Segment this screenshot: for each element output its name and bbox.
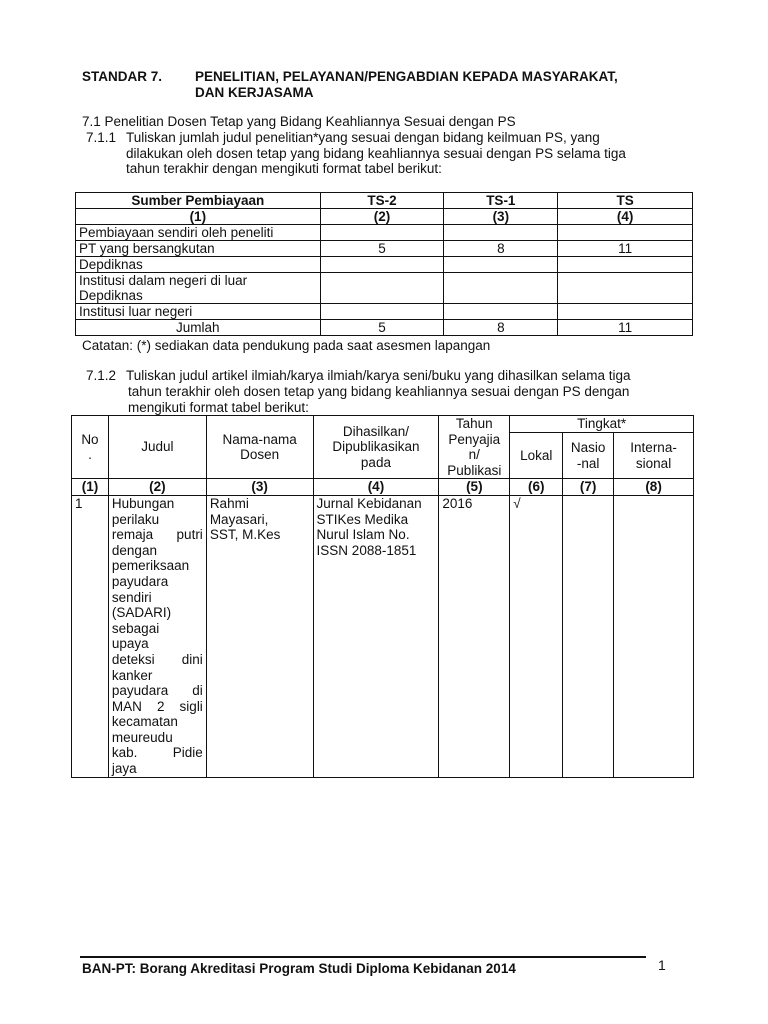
- row-tahun: 2016: [439, 495, 510, 777]
- col-number: (1): [76, 209, 321, 225]
- header-tahun-line3: n/: [468, 447, 480, 463]
- judul-line: sendiri: [111, 589, 152, 605]
- table-row: [72, 495, 694, 777]
- col-number: (2): [320, 209, 444, 225]
- judul-line: perilaku: [111, 511, 160, 527]
- header-inter-line2: sional: [635, 455, 672, 471]
- dosen-line: SST, M.Kes: [209, 527, 281, 543]
- funding-source-line1: Institusi dalam negeri di luar: [79, 273, 248, 288]
- pub-line: Jurnal Kebidanan: [316, 495, 422, 511]
- header-judul: Judul: [108, 416, 206, 479]
- value-ts-2: [320, 257, 444, 273]
- header-no-line1: No: [81, 431, 99, 447]
- funding-source: Institusi luar negeri: [76, 304, 321, 320]
- dosen-line: Rahmi: [209, 495, 249, 511]
- total-ts-2: 5: [320, 320, 444, 336]
- header-internasional: [614, 433, 694, 479]
- header-nama-dosen: [206, 416, 313, 479]
- total-row: [76, 320, 693, 336]
- col-number: (6): [510, 479, 563, 496]
- col-number: (5): [439, 479, 510, 496]
- judul-line: remaja putri: [111, 527, 203, 543]
- value-ts-1: 8: [444, 241, 558, 257]
- header-tahun-line1: Tahun: [455, 416, 493, 431]
- judul-line: jaya: [111, 761, 137, 777]
- row-nasional: [563, 495, 614, 777]
- header-ts: TS: [558, 193, 693, 209]
- funding-source-line2: Depdiknas: [79, 288, 143, 303]
- standard-title-line2: DAN KERJASAMA: [195, 85, 314, 100]
- row-internasional: [614, 495, 694, 777]
- value-ts: [558, 304, 693, 320]
- row-no: 1: [72, 495, 109, 777]
- page-number: 1: [658, 957, 666, 973]
- header-tingkat: Tingkat*: [510, 416, 694, 433]
- header-no: [72, 416, 109, 479]
- header-nasional: [563, 433, 614, 479]
- judul-line: Hubungan: [111, 495, 175, 511]
- value-ts-2: [320, 273, 444, 304]
- header-nasio-line1: Nasio: [570, 440, 606, 456]
- footer-divider: [80, 956, 646, 958]
- col-number: (3): [444, 209, 558, 225]
- value-ts-2: 5: [320, 241, 444, 257]
- header-tahun-line2: Penyajia: [448, 431, 501, 447]
- pub-line: ISSN 2088-1851: [316, 542, 417, 558]
- row-lokal: √: [510, 495, 563, 777]
- value-ts: [558, 225, 693, 241]
- header-pub-line1: Dihasilkan/: [342, 423, 409, 439]
- value-ts-1: [444, 225, 558, 241]
- total-ts-1: 8: [444, 320, 558, 336]
- publications-table: [71, 415, 694, 778]
- header-tahun: [439, 416, 510, 479]
- value-ts: [558, 273, 693, 304]
- dosen-line: Mayasari,: [209, 511, 269, 527]
- funding-source: [76, 273, 321, 304]
- row-judul: [108, 495, 206, 777]
- value-ts-2: [320, 225, 444, 241]
- judul-line: payudara: [111, 573, 169, 589]
- total-ts: 11: [558, 320, 693, 336]
- header-dosen-line2: Dosen: [240, 447, 280, 463]
- table-note: Catatan: (*) sediakan data pendukung pada saat asesmen lapangan: [82, 338, 491, 353]
- table-row: [76, 257, 693, 273]
- col-number: (7): [563, 479, 614, 496]
- header-ts-2: TS-2: [320, 193, 444, 209]
- table-header-row: [76, 193, 693, 209]
- judul-line: (SADARI): [111, 605, 172, 621]
- judul-line: meureudu: [111, 729, 173, 745]
- section-7-1-2-line2: tahun terakhir oleh dosen tetap yang bidang keahliannya sesuai dengan PS dengan: [128, 384, 630, 399]
- judul-line: upaya: [111, 636, 149, 652]
- header-ts-1: TS-1: [444, 193, 558, 209]
- col-number: (1): [72, 479, 109, 496]
- judul-line: pemeriksaan: [111, 558, 190, 574]
- section-7-1-1-number: 7.1.1: [86, 130, 117, 145]
- table-header-row: [72, 416, 694, 433]
- table-row: [76, 241, 693, 257]
- funding-source: PT yang bersangkutan: [76, 241, 321, 257]
- judul-line: MAN 2 sigli: [111, 698, 203, 714]
- judul-line: sebagai: [111, 620, 160, 636]
- col-number: (2): [108, 479, 206, 496]
- standard-title-line1: PENELITIAN, PELAYANAN/PENGABDIAN KEPADA MASYARAKAT,: [195, 69, 618, 84]
- research-funding-table: [75, 192, 693, 336]
- section-7-1-2-number: 7.1.2: [86, 368, 117, 383]
- header-dipublikasikan: [313, 416, 439, 479]
- column-number-row: [76, 209, 693, 225]
- header-pub-line3: pada: [360, 454, 391, 470]
- col-number: (3): [206, 479, 313, 496]
- section-7-1-1-line2: dilakukan oleh dosen tetap yang bidang keahliannya sesuai dengan PS selama tiga: [126, 146, 626, 161]
- header-no-line2: .: [88, 447, 92, 463]
- row-publikasi: [313, 495, 439, 777]
- value-ts-1: [444, 304, 558, 320]
- pub-line: STIKes Medika: [316, 511, 409, 527]
- value-ts-2: [320, 304, 444, 320]
- col-number: (4): [313, 479, 439, 496]
- header-sumber-pembiayaan: Sumber Pembiayaan: [76, 193, 321, 209]
- judul-line: kanker: [111, 667, 153, 683]
- funding-source: Depdiknas: [76, 257, 321, 273]
- total-label: Jumlah: [76, 320, 321, 336]
- value-ts-1: [444, 257, 558, 273]
- judul-line: deteksi dini: [111, 651, 203, 667]
- table-row: [76, 273, 693, 304]
- judul-line: payudara di: [111, 683, 203, 699]
- table-row: [76, 225, 693, 241]
- funding-source: Pembiayaan sendiri oleh peneliti: [76, 225, 321, 241]
- row-dosen: [206, 495, 313, 777]
- judul-line: dengan: [111, 542, 157, 558]
- pub-line: Nurul Islam No.: [316, 527, 410, 543]
- judul-line: kab. Pidie: [111, 745, 203, 761]
- col-number: (8): [614, 479, 694, 496]
- header-nasio-line2: -nal: [576, 455, 600, 471]
- judul-line: kecamatan: [111, 714, 178, 730]
- column-number-row: [72, 479, 694, 496]
- standard-label: STANDAR 7.: [82, 69, 163, 84]
- header-tahun-line4: Publikasi: [447, 462, 502, 478]
- section-7-1-2-line3: mengikuti format tabel berikut:: [128, 400, 309, 415]
- header-inter-line1: Interna-: [630, 440, 677, 456]
- value-ts: [558, 257, 693, 273]
- section-7-1-title: 7.1 Penelitian Dosen Tetap yang Bidang Keahliannya Sesuai dengan PS: [82, 114, 516, 129]
- header-pub-line2: Dipublikasikan: [332, 439, 420, 455]
- value-ts: 11: [558, 241, 693, 257]
- col-number: (4): [558, 209, 693, 225]
- table-row: [76, 304, 693, 320]
- section-7-1-1-line3: tahun terakhir dengan mengikuti format tabel berikut:: [126, 161, 442, 176]
- section-7-1-2-line1: Tuliskan judul artikel ilmiah/karya ilmiah/karya seni/buku yang dihasilkan selama tiga: [126, 368, 631, 383]
- footer-text: BAN-PT: Borang Akreditasi Program Studi Diploma Kebidanan 2014: [82, 961, 516, 976]
- header-dosen-line1: Nama-nama: [222, 431, 297, 447]
- value-ts-1: [444, 273, 558, 304]
- section-7-1-1-line1: Tuliskan jumlah judul penelitian*yang sesuai dengan bidang keilmuan PS, yang: [126, 130, 600, 145]
- header-lokal: Lokal: [510, 433, 563, 479]
